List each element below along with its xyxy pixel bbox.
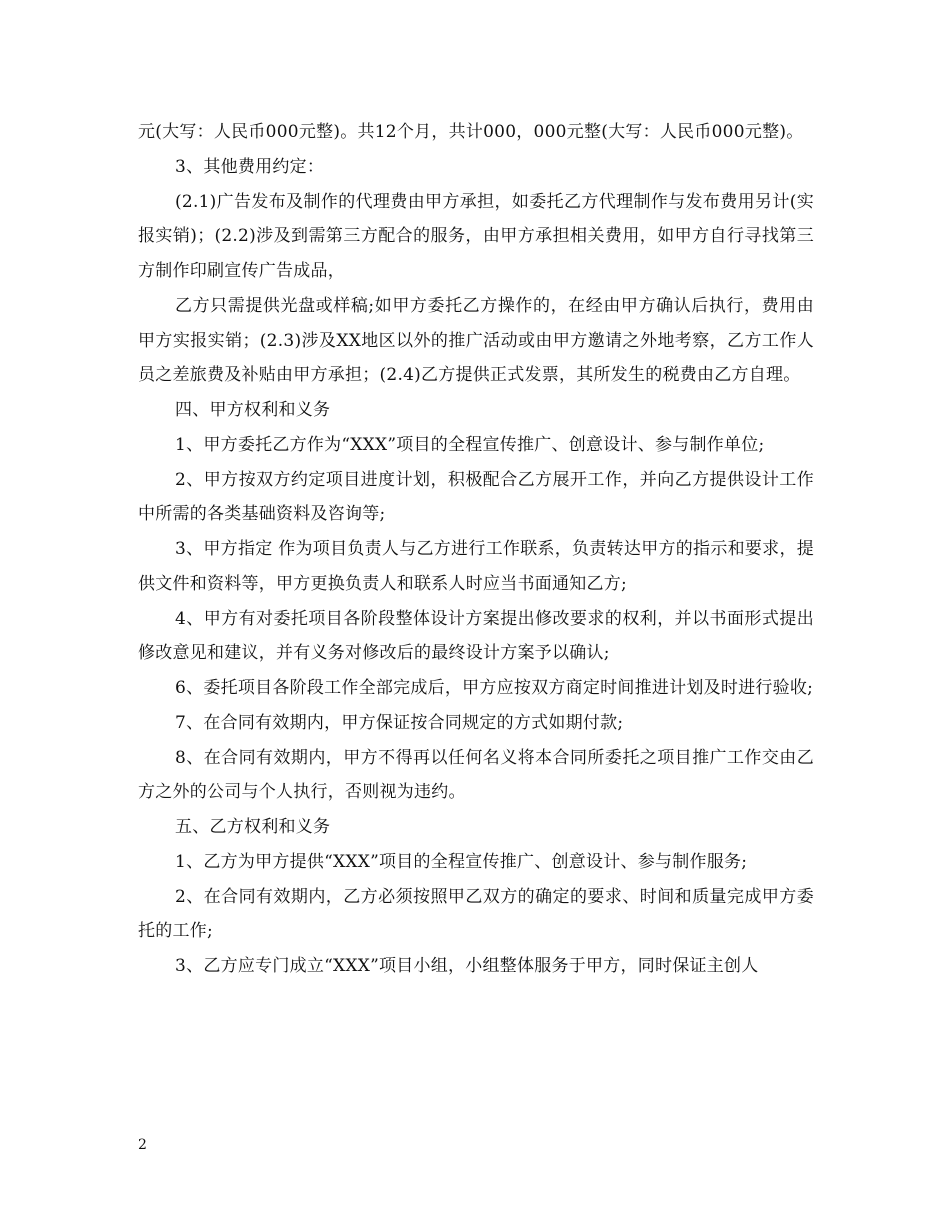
- paragraph-fee-terms-2-1: (2.1)广告发布及制作的代理费由甲方承担，如委托乙方代理制作与发布费用另计(实报实销)；(2.2)涉及到需第三方配合的服务，由甲方承担相关费用，如甲方自行寻找第三方制作印刷宣传广告成品，: [138, 191, 814, 281]
- paragraph-other-fees-heading: 3、其他费用约定：: [175, 156, 325, 177]
- document-body: [138, 115, 814, 984]
- paragraph-payment-amount: 元(大写：人民币000元整)。共12个月，共计000，000元整(大写：人民币000元整)。: [138, 122, 804, 142]
- party-a-clause-6: 6、委托项目各阶段工作全部完成后，甲方应按双方商定时间推进计划及时进行验收;: [175, 678, 814, 698]
- paragraph-fee-terms-2-3: 乙方只需提供光盘或样稿;如甲方委托乙方操作的，在经由甲方确认后执行，费用由甲方实报实销；(2.3)涉及XX地区以外的推广活动或由甲方邀请之外地考察，乙方工作人员之差旅费及补贴由甲方承担；(2.4)乙方提供正式发票，其所发生的税费由乙方自理。: [138, 295, 814, 386]
- party-b-clause-3: 3、乙方应专门成立“XXX”项目小组，小组整体服务于甲方，同时保证主创人: [175, 956, 759, 976]
- party-a-clause-7: 7、在合同有效期内，甲方保证按合同规定的方式如期付款;: [175, 712, 624, 733]
- party-b-clause-1: 1、乙方为甲方提供“XXX”项目的全程宣传推广、创意设计、参与制作服务;: [175, 851, 748, 872]
- party-a-clause-3: 3、甲方指定 作为项目负责人与乙方进行工作联系，负责转达甲方的指示和要求，提供文件和资料等，甲方更换负责人和联系人时应当书面通知乙方;: [138, 539, 814, 594]
- party-a-clause-2: 2、甲方按双方约定项目进度计划，积极配合乙方展开工作，并向乙方提供设计工作中所需的各类基础资料及咨询等;: [138, 469, 814, 525]
- party-a-clause-4: 4、甲方有对委托项目各阶段整体设计方案提出修改要求的权利，并以书面形式提出修改意见和建议，并有义务对修改后的最终设计方案予以确认;: [138, 608, 814, 664]
- section-heading-party-a: 四、甲方权利和义务: [175, 400, 331, 420]
- party-a-clause-8: 8、在合同有效期内，甲方不得再以任何名义将本合同所委托之项目推广工作交由乙方之外的公司与个人执行，否则视为违约。: [138, 747, 814, 803]
- party-b-clause-2: 2、在合同有效期内，乙方必须按照甲乙双方的确定的要求、时间和质量完成甲方委托的工作;: [138, 886, 814, 942]
- page-number: 2: [138, 1137, 147, 1153]
- party-a-clause-1: 1、甲方委托乙方作为“XXX”项目的全程宣传推广、创意设计、参与制作单位;: [175, 434, 765, 455]
- section-heading-party-b: 五、乙方权利和义务: [175, 817, 331, 837]
